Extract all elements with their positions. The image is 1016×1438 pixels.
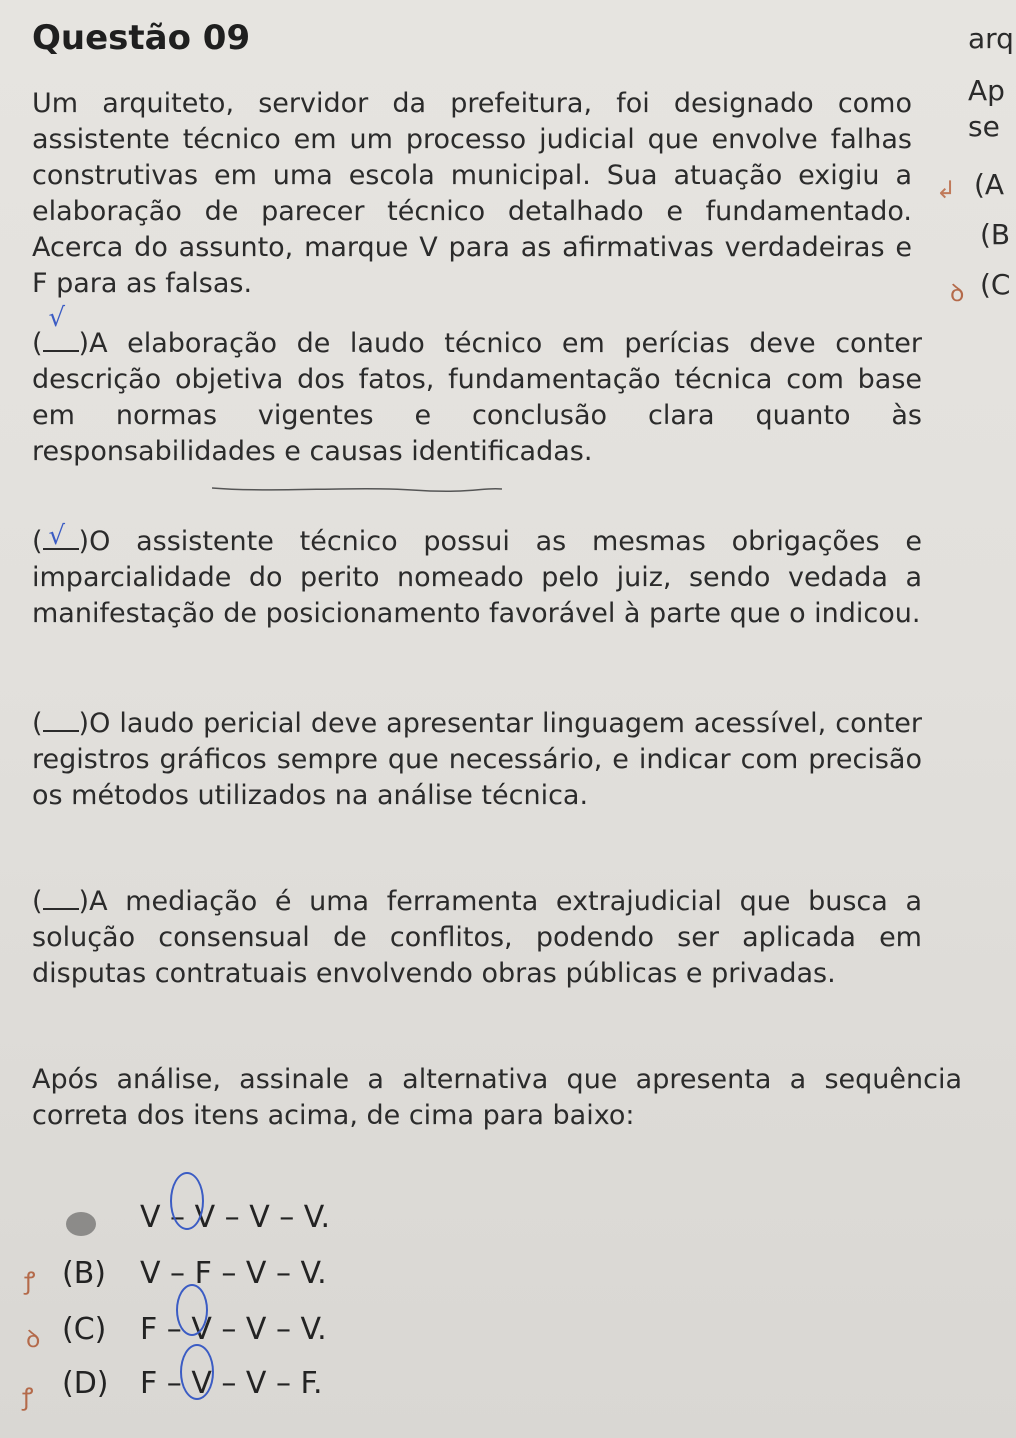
option-c-label: (C) (62, 1312, 107, 1347)
cutoff-text-1: Ap (968, 74, 1005, 107)
answer-blank-4[interactable] (43, 884, 79, 910)
option-c-text: F – V – V – V. (140, 1312, 327, 1347)
option-d-text: F – V – V – F. (140, 1366, 323, 1401)
statement-2-text: )O assistente técnico possui as mesmas obrigações e imparcialidade do perito nomeado pelo juiz, sendo vedada a manifestação de posicionamento favorável à parte que o indicou. (32, 526, 922, 629)
circle-mark (170, 1172, 204, 1230)
answer-instruction: Após análise, assinale a alternativa que apresenta a sequência correta dos itens acima, de cima para baixo: (32, 1064, 962, 1131)
cutoff-text-2: se (968, 110, 1000, 143)
pencil-mark-icon: ꝭ (24, 1267, 36, 1295)
question-title: Questão 09 (32, 18, 251, 58)
statement-3-text: )O laudo pericial deve apresentar linguagem acessível, conter registros gráficos sempre que necessário, e indicar com precisão os métodos utilizados na análise técnica. (32, 708, 922, 811)
cutoff-option-a: (A (974, 168, 1005, 201)
hand-underline (212, 484, 502, 494)
pencil-mark-icon: ꝭ (22, 1383, 34, 1411)
arrow-mark-icon: ↲ (936, 176, 957, 204)
statement-1-text: )A elaboração de laudo técnico em perícias deve conter descrição objetiva dos fatos, fundamentação técnica com base em normas vigentes e conclusão clara quanto às responsabilidades e causas identificadas. (32, 328, 922, 467)
answer-blank-1[interactable] (43, 303, 79, 352)
statement-2: ( √ )O assistente técnico possui as mesmas obrigações e imparcialidade do perito nomeado pelo juiz, sendo vedada a manifestação de posicionamento favorável à parte que o indicou. (32, 524, 922, 632)
option-b-text: V – F – V – V. (140, 1256, 327, 1291)
option-d-label: (D) (62, 1366, 109, 1401)
cutoff-option-b: (B (980, 218, 1011, 251)
option-b-label: (B) (62, 1256, 106, 1291)
option-a-label (62, 1200, 140, 1235)
answer-blank-2[interactable] (43, 521, 79, 551)
statement-1: ( √ )A elaboração de laudo técnico em perícias deve conter descrição objetiva dos fatos, fundamentação técnica com base em normas vigentes e conclusão clara quanto às responsabilidades e causas identificadas. (32, 326, 922, 470)
statement-4-text: )A mediação é uma ferramenta extrajudicial que busca a solução consensual de conflitos, podendo ser aplicada em disputas contratuais envolvendo obras públicas e privadas. (32, 886, 922, 989)
cutoff-text-top: arq (968, 22, 1014, 55)
check-mark-icon: √ (48, 303, 66, 333)
circle-mark (180, 1344, 214, 1400)
option-a-text: V – V – V – V. (140, 1200, 330, 1235)
question-intro: Um arquiteto, servidor da prefeitura, foi designado como assistente técnico em um processo judicial que envolve falhas construtivas em uma escola municipal. Sua atuação exigiu a elaboração de parecer técnico detalhado e fundamentado. Acerca do assunto, marque V para as afirmativas verdadeiras e F para as falsas. (32, 88, 912, 299)
pencil-mark-icon: ꝺ (950, 279, 965, 307)
statement-4: ( )A mediação é uma ferramenta extrajudicial que busca a solução consensual de conflitos, podendo ser aplicada em disputas contratuais envolvendo obras públicas e privadas. (32, 886, 922, 989)
cutoff-option-c: (C (980, 268, 1011, 301)
circle-mark (176, 1284, 208, 1336)
statement-3: ( )O laudo pericial deve apresentar linguagem acessível, conter registros gráficos sempre que necessário, e indicar com precisão os métodos utilizados na análise técnica. (32, 708, 922, 811)
check-mark-icon: √ (48, 521, 66, 551)
answer-blank-3[interactable] (43, 706, 79, 732)
pencil-mark-icon: ꝺ (26, 1325, 41, 1353)
